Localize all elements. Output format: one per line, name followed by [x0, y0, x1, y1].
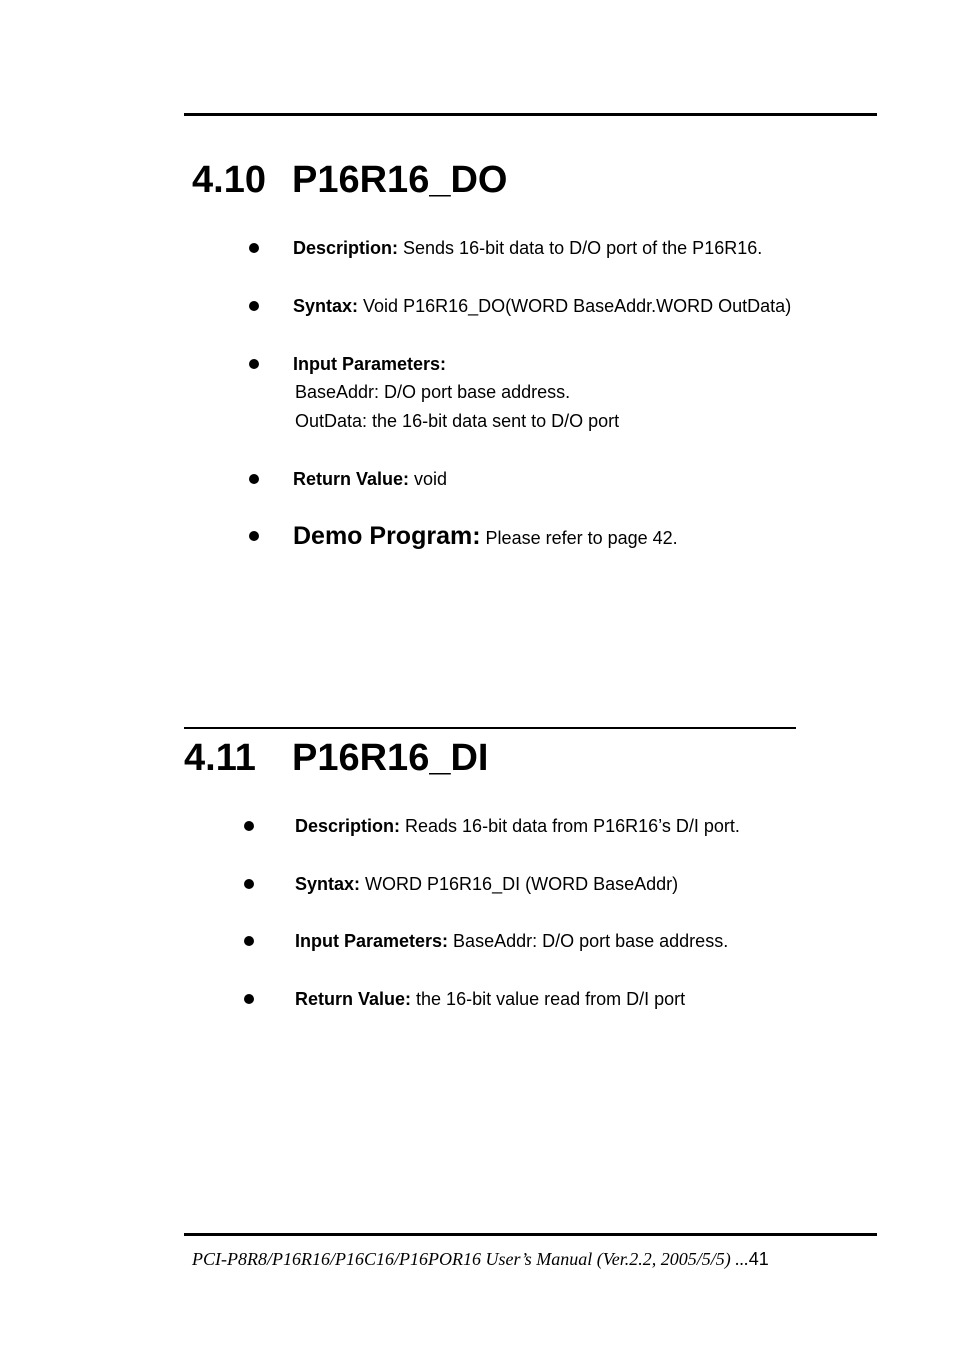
- demo-program-text: Please refer to page 42.: [480, 528, 678, 548]
- section-number: 4.11: [184, 737, 256, 779]
- section-title: P16R16_DO: [292, 159, 508, 201]
- syntax-text: Void P16R16_DO(WORD BaseAddr.WORD OutData): [358, 296, 792, 316]
- page-footer: [192, 1248, 769, 1270]
- input-parameters-item: [295, 930, 728, 952]
- bullet-icon: [249, 474, 259, 484]
- demo-program-label: Demo Program:: [293, 522, 481, 550]
- return-value-item: [295, 988, 685, 1010]
- bullet-icon: [249, 531, 259, 541]
- description-text: Sends 16-bit data to D/O port of the P16R16.: [398, 238, 763, 258]
- return-value-item: [293, 468, 447, 490]
- section-rule: [184, 727, 796, 729]
- input-parameters-item: [293, 353, 446, 375]
- footer-rule: [184, 1233, 877, 1236]
- return-value-label: Return Value:: [293, 469, 410, 489]
- section-title: P16R16_DI: [292, 737, 489, 779]
- footer-manual-title: PCI-P8R8/P16R16/P16C16/P16POR16 User’s Manual (Ver.2.2, 2005/5/5) ...: [192, 1249, 749, 1269]
- syntax-text: WORD P16R16_DI (WORD BaseAddr): [360, 874, 679, 894]
- syntax-item: [295, 873, 678, 895]
- bullet-icon: [249, 301, 259, 311]
- description-label: Description:: [293, 238, 399, 258]
- syntax-item: [293, 295, 791, 317]
- section-4-11-heading: [184, 738, 488, 778]
- bullet-icon: [249, 243, 259, 253]
- return-value-text: the 16-bit value read from D/I port: [411, 989, 686, 1009]
- input-parameter-line: BaseAddr: D/O port base address.: [295, 382, 571, 402]
- input-parameters-text: BaseAddr: D/O port base address.: [448, 931, 729, 951]
- return-value-text: void: [409, 469, 448, 489]
- syntax-label: Syntax:: [293, 296, 359, 316]
- page-number: 41: [748, 1249, 769, 1269]
- return-value-label: Return Value:: [295, 989, 412, 1009]
- description-item: [293, 237, 762, 259]
- bullet-icon: [244, 879, 254, 889]
- input-parameters-label: Input Parameters:: [293, 354, 447, 374]
- bullet-icon: [244, 994, 254, 1004]
- top-rule: [184, 113, 877, 116]
- description-item: [295, 815, 740, 837]
- input-parameters-label: Input Parameters:: [295, 931, 449, 951]
- description-text: Reads 16-bit data from P16R16’s D/I port.: [400, 816, 740, 836]
- description-label: Description:: [295, 816, 401, 836]
- demo-program-item: [293, 521, 678, 553]
- syntax-label: Syntax:: [295, 874, 361, 894]
- section-4-10-heading: [192, 160, 507, 200]
- bullet-icon: [244, 936, 254, 946]
- bullet-icon: [244, 821, 254, 831]
- input-parameter-line: OutData: the 16-bit data sent to D/O port: [295, 411, 620, 431]
- section-number: 4.10: [192, 159, 266, 201]
- bullet-icon: [249, 359, 259, 369]
